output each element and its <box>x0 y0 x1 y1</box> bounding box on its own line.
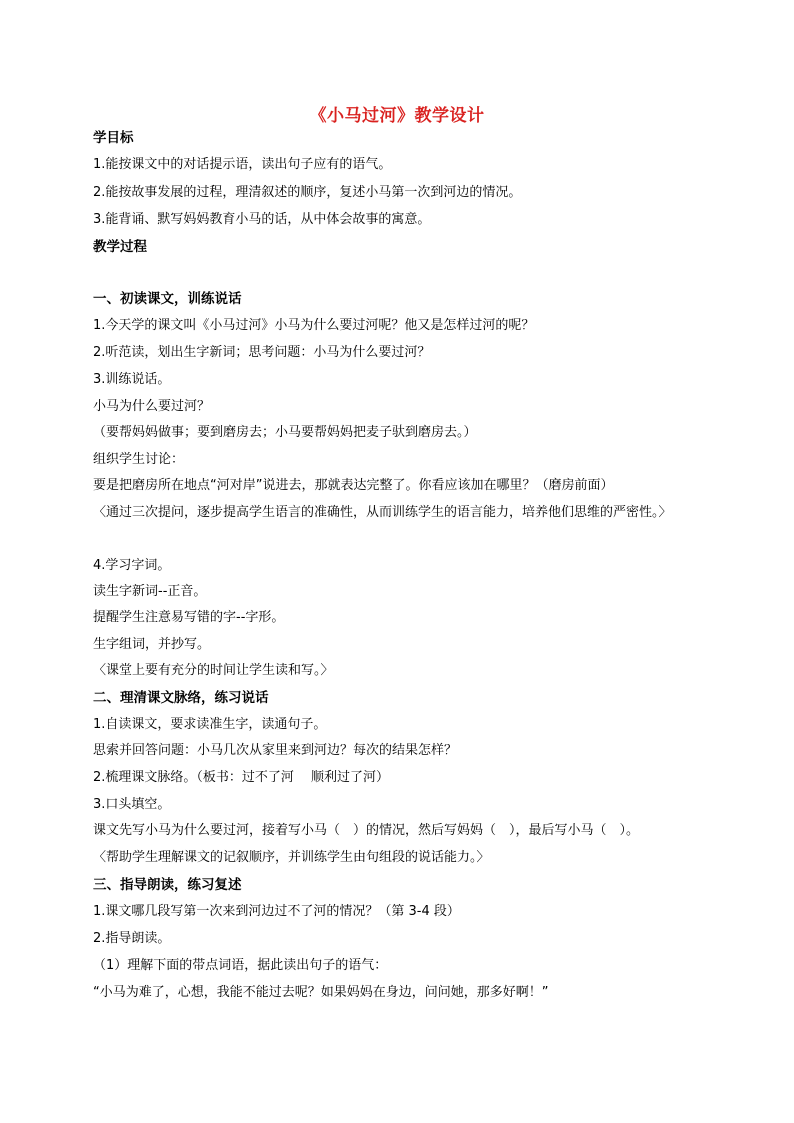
paragraph: 2.梳理课文脉络。（板书：过不了河 顺利过了河） <box>93 770 390 785</box>
objective-1: 1.能按课文中的对话提示语，读出句子应有的语气。 <box>93 157 392 172</box>
objective-3: 3.能背诵、默写妈妈教育小马的话，从中体会故事的寓意。 <box>93 212 431 227</box>
paragraph: 课文先写小马为什么要过河，接着写小马（ ）的情况，然后写妈妈（ ），最后写小马（ ）。 <box>93 823 640 838</box>
paragraph: 1.自读课文，要求读准生字，读通句子。 <box>93 717 327 732</box>
paragraph: 1.课文哪几段写第一次来到河边过不了河的情况？（第 3-4 段） <box>93 904 460 919</box>
section-1-heading: 一、初读课文，训练说话 <box>93 291 242 307</box>
paragraph: 读生字新词--正音。 <box>93 584 207 599</box>
quote: “小马为难了，心想，我能不能过去呢？如果妈妈在身边，问问她，那多好啊！” <box>93 985 549 1000</box>
objective-2: 2.能按故事发展的过程，理清叙述的顺序，复述小马第一次到河边的情况。 <box>93 185 522 200</box>
teaching-note: 〈帮助学生理解课文的记叙顺序，并训练学生由句组段的说话能力。〉 <box>93 850 490 865</box>
section-2-heading: 二、理清课文脉络，练习说话 <box>93 690 269 706</box>
teaching-note: 〈通过三次提问，逐步提高学生语言的准确性，从而训练学生的语言能力，培养他们思维的严密性。〉 <box>93 505 672 520</box>
paragraph: （1）理解下面的带点词语，据此读出句子的语气： <box>93 958 388 973</box>
paragraph: 1.今天学的课文叫《小马过河》小马为什么要过河呢？他又是怎样过河的呢？ <box>93 318 535 333</box>
heading-process: 教学过程 <box>93 239 147 255</box>
paragraph: 2.听范读，划出生字新词；思考问题：小马为什么要过河？ <box>93 345 431 360</box>
paragraph: 生字组词，并抄写。 <box>93 637 211 652</box>
paragraph: 4.学习字词。 <box>93 558 171 573</box>
paragraph: 3.口头填空。 <box>93 797 171 812</box>
heading-objectives: 学目标 <box>93 130 134 146</box>
section-3-heading: 三、指导朗读，练习复述 <box>93 877 242 893</box>
paragraph: 思索并回答问题：小马几次从家里来到河边？每次的结果怎样？ <box>93 743 458 758</box>
paragraph: 提醒学生注意易写错的字--字形。 <box>93 610 285 625</box>
paragraph: 3.训练说话。 <box>93 372 171 387</box>
paragraph: 小马为什么要过河？ <box>93 399 211 414</box>
paragraph: 要是把磨房所在地点“河对岸”说进去，那就表达完整了。你看应该加在哪里？（磨房前面） <box>93 478 614 493</box>
teaching-note: 〈课堂上要有充分的时间让学生读和写。〉 <box>93 663 334 678</box>
paragraph: 组织学生讨论： <box>93 452 185 467</box>
paragraph: （要帮妈妈做事；要到磨房去；小马要帮妈妈把麦子驮到磨房去。） <box>93 425 477 440</box>
document-title: 《小马过河》教学设计 <box>309 106 485 126</box>
paragraph: 2.指导朗读。 <box>93 931 171 946</box>
